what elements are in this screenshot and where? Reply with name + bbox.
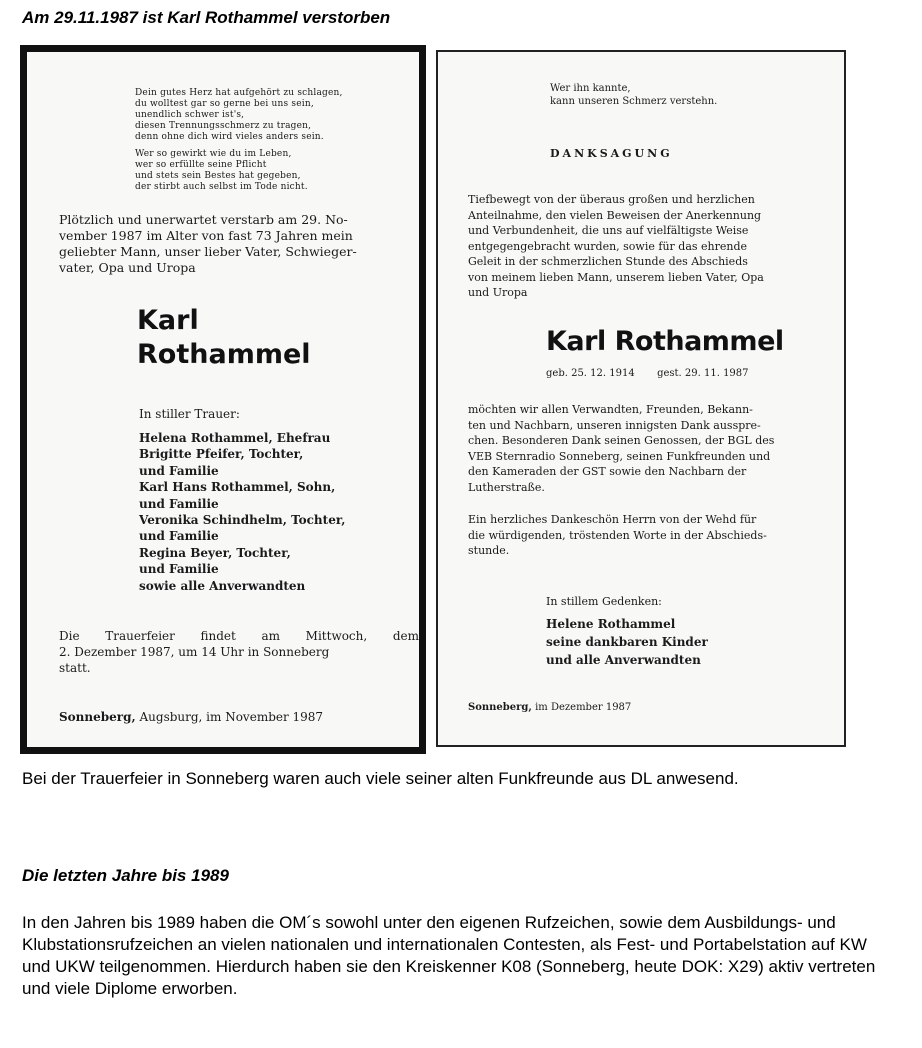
funeral-line: Die Trauerfeier findet am Mittwoch, dem (59, 629, 419, 643)
memory-label: In stillem Gedenken: (546, 595, 662, 608)
thanks-text (468, 402, 774, 495)
verse-line: Dein gutes Herz hat aufgehört zu schlagen, (135, 88, 343, 98)
mourners-list (139, 430, 345, 594)
thanks-line: den Kameraden der GST sowie den Nachbarn der (468, 465, 747, 478)
thanks-intro (468, 192, 764, 301)
obituary-verse (135, 88, 343, 193)
place-bold: Sonneberg, (59, 710, 136, 724)
intro-line: vater, Opa und Uropa (59, 260, 196, 275)
place-bold: Sonneberg, (468, 702, 532, 713)
intro-line: Plötzlich und unerwartet verstarb am 29. No- (59, 212, 348, 227)
mourner-line: und Familie (139, 529, 219, 544)
funeral-line: statt. (59, 661, 91, 675)
signer-line: und alle Anverwandten (546, 653, 701, 667)
verse-line: wer so erfüllte seine Pflicht (135, 160, 267, 170)
signer-line: Helene Rothammel (546, 617, 676, 631)
verse-line: Wer so gewirkt wie du im Leben, (135, 149, 292, 159)
intro-line: von meinem lieben Mann, unserem lieben Vater, Opa (468, 270, 764, 284)
verse-line: diesen Trennungsschmerz zu tragen, (135, 121, 312, 131)
funeral-line: 2. Dezember 1987, um 14 Uhr in Sonneberg (59, 645, 330, 659)
funeral-info (59, 628, 419, 676)
section-heading: Die letzten Jahre bis 1989 (22, 866, 229, 885)
body-paragraph: In den Jahren bis 1989 haben die OM´s sowohl unter den eigenen Rufzeichen, sowie dem Ausbildungs- und Klubstationsrufzeichen an vielen nationalen und internationalen Contesten, als Fest- und Portabelstation auf KW und UKW teilgenommen. Hierdurch haben sie den Kreiskenner K08 (Sonneberg, heute DOK: X29) aktiv vertreten und viele Diplome erworben. (22, 913, 876, 998)
mourner-line: Karl Hans Rothammel, Sohn, (139, 480, 336, 495)
signers-list (546, 615, 708, 669)
motto-line: Wer ihn kannte, (550, 83, 631, 94)
intro-line: und Uropa (468, 286, 528, 299)
signer-line: seine dankbaren Kinder (546, 635, 708, 649)
place-rest: Augsburg, im November 1987 (135, 710, 324, 724)
mourner-line: und Familie (139, 562, 219, 577)
deceased-name-right: Karl Rothammel (546, 326, 784, 357)
mourner-line: und Familie (139, 496, 219, 511)
motto-line: kann unseren Schmerz verstehn. (550, 96, 718, 107)
mourner-line: Helena Rothammel, Ehefrau (139, 431, 331, 445)
thanks-line: Ein herzliches Dankeschön Herrn von der Wehd für (468, 513, 757, 526)
mourner-line: Regina Beyer, Tochter, (139, 545, 291, 560)
mourner-line: Veronika Schindhelm, Tochter, (139, 513, 346, 528)
intro-line: entgegengebracht wurden, sowie für das ehrende (468, 239, 748, 253)
deceased-last-name: Rothammel (137, 339, 311, 370)
mourner-line: Brigitte Pfeifer, Tochter, (139, 447, 304, 462)
verse-line: denn ohne dich wird vieles anders sein. (135, 132, 324, 142)
mourner-line: und Familie (139, 463, 219, 478)
thanks-text-2 (468, 512, 767, 559)
deceased-first-name: Karl (137, 305, 199, 336)
death-date: gest. 29. 11. 1987 (657, 368, 749, 379)
thanks-line: möchten wir allen Verwandten, Freunden, Bekann- (468, 403, 753, 416)
obituary-notice-right (436, 50, 846, 747)
verse-line: du wolltest gar so gerne bei uns sein, (135, 99, 314, 109)
intro-line: vember 1987 im Alter von fast 73 Jahren mein (59, 228, 353, 243)
thanks-line: VEB Sternradio Sonneberg, seinen Funkfreunden und (468, 449, 771, 463)
verse-line: und stets sein Bestes hat gegeben, (135, 171, 301, 181)
obituary-place-date (59, 709, 323, 725)
motto (550, 82, 717, 108)
image-caption: Bei der Trauerfeier in Sonneberg waren auch viele seiner alten Funkfreunde aus DL anwesend. (22, 769, 739, 788)
birth-date: geb. 25. 12. 1914 (546, 368, 635, 379)
verse-line: der stirbt auch selbst im Tode nicht. (135, 182, 308, 192)
life-dates (546, 366, 749, 382)
intro-line: Tiefbewegt von der überaus großen und herzlichen (468, 193, 755, 206)
obituary-notice-left (20, 45, 426, 754)
intro-line: geliebter Mann, unser lieber Vater, Schwieger- (59, 244, 357, 259)
deceased-name (137, 304, 311, 372)
thanks-line: stunde. (468, 544, 510, 557)
intro-line: und Verbundenheit, die uns auf vielfältigste Weise (468, 224, 749, 237)
thanks-heading: DANKSAGUNG (550, 147, 673, 160)
thanks-place-date (468, 700, 631, 716)
place-rest: im Dezember 1987 (531, 702, 632, 713)
intro-line: Anteilnahme, den vielen Beweisen der Anerkennung (468, 208, 762, 222)
mourner-line: sowie alle Anverwandten (139, 578, 306, 593)
mourning-label: In stiller Trauer: (139, 407, 240, 421)
thanks-line: ten und Nachbarn, unseren innigsten Dank ausspre- (468, 418, 761, 432)
page-title: Am 29.11.1987 ist Karl Rothammel verstorben (22, 8, 391, 27)
intro-line: Geleit in der schmerzlichen Stunde des Abschieds (468, 255, 748, 268)
thanks-line: Lutherstraße. (468, 480, 545, 494)
thanks-line: die würdigenden, tröstenden Worte in der Abschieds- (468, 528, 767, 542)
obituary-intro (59, 212, 357, 276)
thanks-line: chen. Besonderen Dank seinen Genossen, der BGL des (468, 434, 775, 447)
verse-line: unendlich schwer ist's, (135, 110, 245, 120)
